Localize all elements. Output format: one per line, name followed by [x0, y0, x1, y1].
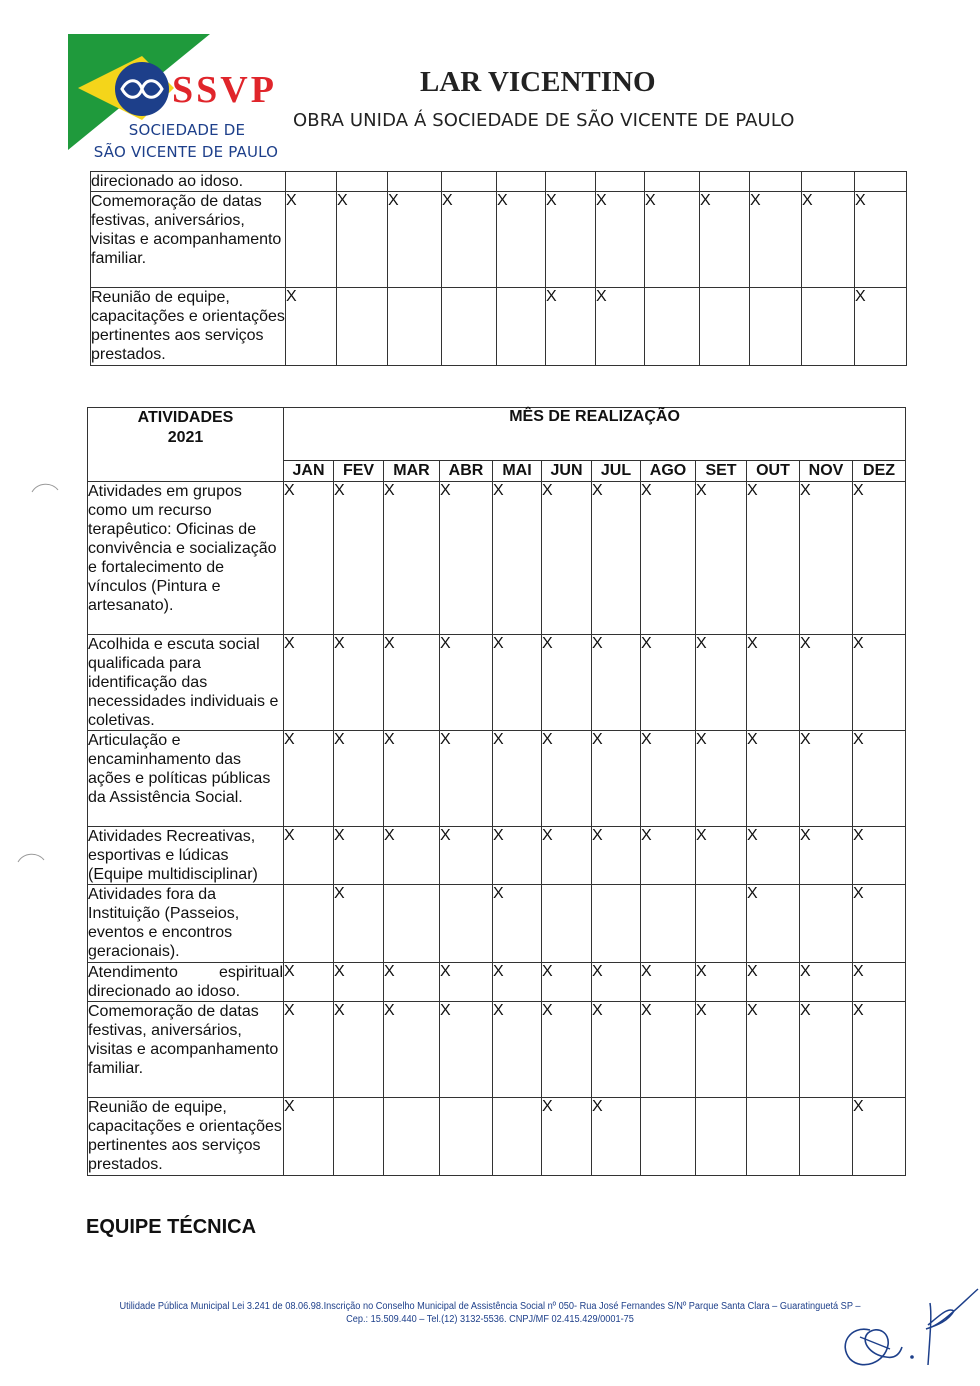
month-mark-cell: X [384, 635, 440, 731]
month-mark-cell: X [641, 1002, 696, 1098]
activity-text: Comemoração de datas festivas, aniversários, visitas e acompanhamento familiar. [91, 193, 282, 267]
month-mark-cell: X [284, 1002, 334, 1098]
month-mark-cell: X [440, 482, 493, 635]
activity-text: Atividades em grupos como um recurso terapêutico: Oficinas de convivência e socialização e fortalecimento de vínculos (Pintura e artesanato). [88, 483, 277, 614]
activity-text: Atendimento espiritual direcionado ao idoso. [88, 964, 283, 1000]
page-title: LAR VICENTINO [420, 66, 656, 98]
month-mark-cell [384, 1098, 440, 1176]
table-row [88, 635, 906, 731]
activity-text: Comemoração de datas festivas, aniversários, visitas e acompanhamento familiar. [88, 1003, 279, 1077]
month-mark-cell: X [440, 827, 493, 885]
month-mark-cell: X [802, 192, 855, 288]
activity-text: Acolhida e escuta social qualificada para identificação das necessidades individuais e coletivas. [88, 636, 279, 729]
month-mark-cell: X [284, 731, 334, 827]
month-mark-cell [855, 172, 907, 192]
month-mark-cell: X [800, 963, 853, 1002]
month-mark-cell: X [747, 885, 800, 963]
month-mark-cell: X [641, 827, 696, 885]
month-mark-cell: X [334, 827, 384, 885]
month-mark-cell [546, 172, 596, 192]
table-row [91, 172, 907, 192]
month-mark-cell: X [284, 1098, 334, 1176]
month-mark-cell: X [800, 1002, 853, 1098]
month-mark-cell: X [384, 963, 440, 1002]
month-mark-cell: X [747, 731, 800, 827]
month-mark-cell [802, 172, 855, 192]
month-mark-cell [286, 172, 337, 192]
month-mark-cell: X [334, 482, 384, 635]
month-mark-cell: X [542, 635, 592, 731]
punch-mark-bottom [16, 850, 46, 864]
month-mark-cell: X [592, 1002, 641, 1098]
activity-cell [88, 963, 284, 1002]
page-subtitle: OBRA UNIDA Á SOCIEDADE DE SÃO VICENTE DE PAULO [293, 110, 795, 131]
month-mark-cell: X [747, 635, 800, 731]
month-mark-cell [750, 288, 802, 366]
month-mark-cell: X [700, 192, 750, 288]
month-mark-cell: X [493, 482, 542, 635]
month-mark-cell: X [747, 1002, 800, 1098]
activity-cell [88, 1002, 284, 1098]
activity-text: Reunião de equipe, capacitações e orientações pertinentes aos serviços prestados. [91, 289, 285, 363]
month-header-set: SET [696, 461, 747, 482]
month-mark-cell: X [853, 963, 906, 1002]
month-mark-cell: X [696, 1002, 747, 1098]
month-mark-cell [696, 1098, 747, 1176]
month-mark-cell: X [645, 192, 700, 288]
month-mark-cell: X [542, 827, 592, 885]
month-header-abr: ABR [440, 461, 493, 482]
month-mark-cell: X [596, 192, 645, 288]
month-header-mai: MAI [493, 461, 542, 482]
activity-cell [88, 885, 284, 963]
month-mark-cell: X [442, 192, 497, 288]
month-mark-cell: X [596, 288, 645, 366]
month-mark-cell: X [384, 1002, 440, 1098]
month-mark-cell: X [384, 731, 440, 827]
month-mark-cell: X [334, 635, 384, 731]
month-mark-cell: X [853, 635, 906, 731]
month-mark-cell: X [853, 827, 906, 885]
month-mark-cell: X [592, 635, 641, 731]
month-mark-cell: X [747, 482, 800, 635]
logo-abbrev: SSVP [172, 69, 277, 111]
month-mark-cell [645, 288, 700, 366]
month-mark-cell: X [493, 635, 542, 731]
month-mark-cell: X [493, 827, 542, 885]
table-row [88, 482, 906, 635]
month-mark-cell: X [855, 192, 907, 288]
punch-mark-top [30, 480, 60, 494]
month-mark-cell [388, 288, 442, 366]
table-row [91, 288, 907, 366]
month-mark-cell: X [286, 192, 337, 288]
activity-cell [88, 1098, 284, 1176]
month-mark-cell [700, 288, 750, 366]
logo-line1: SOCIEDADE DE [128, 121, 246, 139]
month-mark-cell: X [641, 482, 696, 635]
month-mark-cell: X [542, 1098, 592, 1176]
month-mark-cell: X [800, 731, 853, 827]
schedule-table-2021 [87, 407, 906, 1176]
schedule-table-continued [90, 171, 907, 366]
activity-text: direcionado ao idoso. [91, 173, 244, 190]
month-mark-cell: X [546, 288, 596, 366]
month-mark-cell [800, 885, 853, 963]
month-mark-cell [442, 172, 497, 192]
handwritten-signature [830, 1285, 980, 1380]
month-mark-cell: X [641, 963, 696, 1002]
month-header-jan: JAN [284, 461, 334, 482]
schedule-2021-body [88, 482, 906, 1176]
month-mark-cell [641, 1098, 696, 1176]
table-row [88, 885, 906, 963]
table-row [88, 731, 906, 827]
table-row [88, 1098, 906, 1176]
month-mark-cell: X [284, 963, 334, 1002]
months-header: MÊS DE REALIZAÇÃO [284, 408, 906, 461]
month-mark-cell [645, 172, 700, 192]
activities-header-year: 2021 [167, 429, 204, 446]
month-mark-cell: X [440, 635, 493, 731]
month-mark-cell [596, 172, 645, 192]
table-row [88, 1002, 906, 1098]
activities-header [88, 408, 284, 482]
month-header-dez: DEZ [853, 461, 906, 482]
month-header-ago: AGO [641, 461, 696, 482]
month-mark-cell: X [696, 963, 747, 1002]
month-mark-cell: X [592, 963, 641, 1002]
schedule-continued-body [91, 172, 907, 366]
month-mark-cell: X [853, 482, 906, 635]
month-mark-cell: X [542, 1002, 592, 1098]
month-mark-cell [337, 172, 388, 192]
month-mark-cell [442, 288, 497, 366]
month-mark-cell: X [440, 1002, 493, 1098]
table-row [88, 963, 906, 1002]
table-row [91, 192, 907, 288]
month-mark-cell: X [337, 192, 388, 288]
month-mark-cell [800, 1098, 853, 1176]
month-mark-cell: X [497, 192, 546, 288]
month-mark-cell: X [493, 885, 542, 963]
month-mark-cell: X [384, 827, 440, 885]
month-mark-cell: X [750, 192, 802, 288]
month-mark-cell [641, 885, 696, 963]
month-mark-cell: X [542, 731, 592, 827]
table-row [88, 827, 906, 885]
month-mark-cell: X [440, 731, 493, 827]
activity-cell [91, 172, 286, 192]
month-mark-cell: X [696, 827, 747, 885]
month-mark-cell: X [853, 1002, 906, 1098]
month-mark-cell [440, 885, 493, 963]
month-header-mar: MAR [384, 461, 440, 482]
month-mark-cell: X [592, 731, 641, 827]
month-mark-cell [384, 885, 440, 963]
month-mark-cell: X [853, 731, 906, 827]
month-mark-cell: X [696, 482, 747, 635]
month-mark-cell [696, 885, 747, 963]
logo-line2: SÃO VICENTE DE PAULO [93, 143, 279, 161]
month-mark-cell: X [592, 827, 641, 885]
month-mark-cell: X [853, 885, 906, 963]
month-mark-cell: X [334, 963, 384, 1002]
month-mark-cell: X [641, 635, 696, 731]
month-mark-cell: X [800, 482, 853, 635]
month-mark-cell: X [284, 827, 334, 885]
month-mark-cell: X [855, 288, 907, 366]
month-mark-cell: X [696, 731, 747, 827]
section-title: EQUIPE TÉCNICA [86, 1216, 257, 1238]
month-header-fev: FEV [334, 461, 384, 482]
month-header-out: OUT [747, 461, 800, 482]
footer-line2: Cep.: 15.509.440 – Tel.(12) 3132-5536. CNPJ/MF 02.415.429/0001-75 [346, 1314, 634, 1325]
month-mark-cell: X [493, 963, 542, 1002]
footer-line1: Utilidade Pública Municipal Lei 3.241 de 08.06.98.Inscrição no Conselho Municipal de Assistência Social nº 050- Rua José Fernandes S/Nº Parque Santa Clara – Guaratinguetá SP – [119, 1301, 861, 1312]
month-mark-cell: X [284, 635, 334, 731]
month-mark-cell: X [334, 885, 384, 963]
month-mark-cell: X [388, 192, 442, 288]
month-mark-cell: X [334, 1002, 384, 1098]
activity-text: Articulação e encaminhamento das ações e políticas públicas da Assistência Social. [88, 732, 271, 806]
month-mark-cell: X [853, 1098, 906, 1176]
activity-cell [88, 827, 284, 885]
month-mark-cell [497, 288, 546, 366]
month-header-nov: NOV [800, 461, 853, 482]
month-mark-cell: X [747, 827, 800, 885]
activities-header-label: ATIVIDADES [137, 409, 234, 426]
month-mark-cell: X [440, 963, 493, 1002]
month-mark-cell: X [286, 288, 337, 366]
month-mark-cell [592, 885, 641, 963]
activity-text: Atividades fora da Instituição (Passeios, eventos e encontros geracionais). [88, 886, 240, 960]
month-mark-cell [542, 885, 592, 963]
month-mark-cell [440, 1098, 493, 1176]
month-mark-cell [388, 172, 442, 192]
month-header-jul: JUL [592, 461, 641, 482]
month-mark-cell: X [334, 731, 384, 827]
month-mark-cell [802, 288, 855, 366]
month-mark-cell [700, 172, 750, 192]
month-mark-cell [750, 172, 802, 192]
activity-cell [91, 192, 286, 288]
month-mark-cell [284, 885, 334, 963]
month-mark-cell: X [384, 482, 440, 635]
month-mark-cell: X [800, 827, 853, 885]
activity-text: Reunião de equipe, capacitações e orientações pertinentes aos serviços prestados. [88, 1099, 282, 1173]
activity-cell [88, 635, 284, 731]
month-mark-cell: X [800, 635, 853, 731]
month-mark-cell: X [542, 482, 592, 635]
activity-cell [91, 288, 286, 366]
month-mark-cell: X [592, 1098, 641, 1176]
month-mark-cell [497, 172, 546, 192]
month-mark-cell: X [542, 963, 592, 1002]
month-mark-cell: X [493, 1002, 542, 1098]
month-mark-cell [334, 1098, 384, 1176]
month-mark-cell [747, 1098, 800, 1176]
month-mark-cell: X [546, 192, 596, 288]
month-mark-cell: X [696, 635, 747, 731]
month-mark-cell: X [493, 731, 542, 827]
month-mark-cell: X [284, 482, 334, 635]
activity-cell [88, 731, 284, 827]
month-mark-cell: X [747, 963, 800, 1002]
month-mark-cell [337, 288, 388, 366]
month-mark-cell: X [592, 482, 641, 635]
month-header-jun: JUN [542, 461, 592, 482]
month-mark-cell: X [641, 731, 696, 827]
footer [94, 1300, 885, 1326]
month-mark-cell [493, 1098, 542, 1176]
activity-cell [88, 482, 284, 635]
activity-text: Atividades Recreativas, esportivas e lúdicas (Equipe multidisciplinar) [88, 828, 258, 883]
